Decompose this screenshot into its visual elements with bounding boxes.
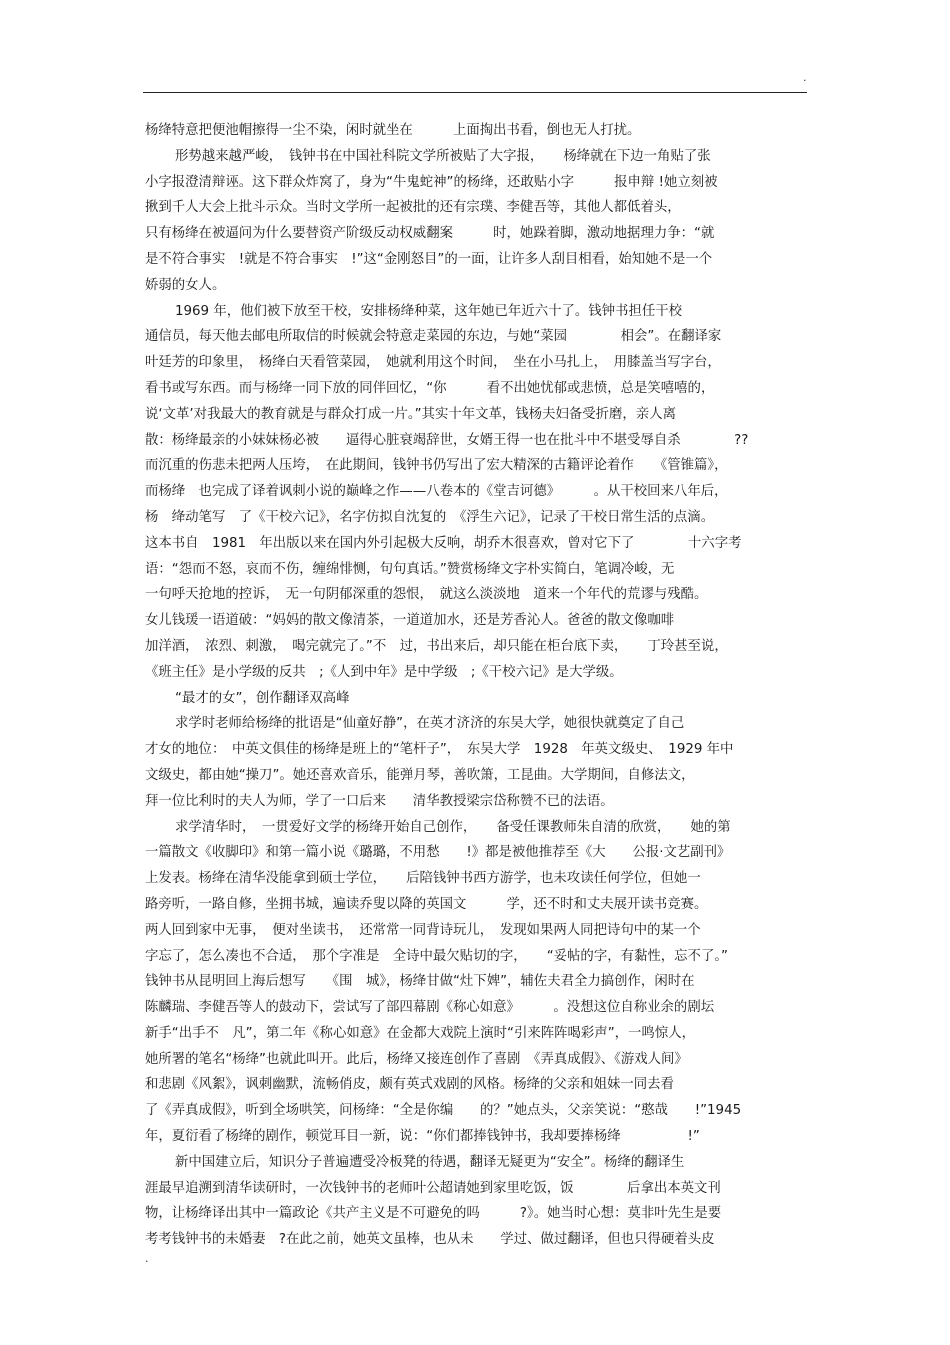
text-line: 《班主任》是小学级的反共 ;《人到中年》是中学级 ;《干校六记》是大学级。 <box>145 664 623 680</box>
text-line: 和悲剧《风絮》，讽刺幽默，流畅俏皮，颇有英式戏剧的风格。杨绛的父亲和姐妹一同去看 <box>145 1077 674 1093</box>
text-line: 拜一位比利时的夫人为师，学了一口后来 清华教授梁宗岱称赞不已的法语。 <box>145 793 614 809</box>
text-line: 说‘文革’对我最大的教育就是与群众打成一片。”其实十年文革，钱杨夫妇备受折磨，亲人离 <box>145 406 676 422</box>
text-line: 一篇散文《收脚印》和第一篇小说《璐璐，不用愁 !》都是被他推荐至《大 公报·文艺副刊》 <box>145 845 731 861</box>
text-line: 杨 绛动笔写 了《干校六记》，名字仿拟自沈复的 《浮生六记》，记录了干校日常生活的点滴。 <box>145 509 715 525</box>
text-line: 形势越来越严峻， 钱钟书在中国社科院文学所被贴了大字报， 杨绛就在下边一角贴了张 <box>175 148 711 164</box>
text-line: 求学时老师给杨绛的批语是“仙童好静”，在英才济济的东吴大学，她很快就奠定了自己 <box>175 716 685 732</box>
text-line: 只有杨绛在被逼问为什么要替资产阶级反动权威翻案 时，她跺着脚，激动地据理力争：“就 <box>145 226 715 242</box>
text-line: 物，让杨绛译出其中一篇政论《共产主义是不可避免的吗 ?》。她当时心想：莫非叶先生是要 <box>145 1206 722 1222</box>
header-rule <box>143 92 807 93</box>
text-line: 女儿钱瑗一语道破：“妈妈的散文像清茶，一道道加水，还是芳香沁人。爸爸的散文像咖啡 <box>145 613 675 629</box>
text-line: 杨绛特意把便池帽擦得一尘不染，闲时就坐在 上面掏出书看，倒也无人打扰。 <box>145 123 641 138</box>
text-line: 两人回到家中无事， 便对坐读书， 还常常一同背诗玩儿， 发现如果两人同把诗句中的某一个 <box>145 922 701 938</box>
text-line: 是不符合事实 !就是不符合事实 !”这“金刚怒目”的一面，让许多人刮目相看，始知她不是一个 <box>145 251 713 267</box>
text-line: 考考钱钟书的未婚妻 ?在此之前，她英文虽棒，也从未 学过、做过翻译，但也只得硬着头皮 <box>145 1232 715 1248</box>
text-line: 散：杨绛最亲的小妹妹杨必被 逼得心脏衰竭辞世，女婿王得一也在批斗中不堪受辱自杀 ?? <box>145 432 749 448</box>
text-line: 新中国建立后，知识分子普遍遭受冷板凳的待遇，翻译无疑更为“安全”。杨绛的翻译生 <box>175 1154 685 1170</box>
text-line: 看书或写东西。而与杨绛一同下放的同伴回忆，“你 看不出她忧郁或悲愤，总是笑嘻嘻的， <box>145 380 715 396</box>
text-line: 语：“怨而不怒，哀而不伤，缠绵悱恻，句句真话。”赞赏杨绛文字朴实简白，笔调冷峻，无 <box>145 561 675 577</box>
body-text <box>145 118 845 1253</box>
text-line: 而沉重的伤悲未把两人压垮， 在此期间，钱钟书仍写出了宏大精深的古籍评论着作 《管锥篇》， <box>145 458 728 474</box>
text-line: 涯最早追溯到清华读研时，一次钱钟书的老师叶公超请她到家里吃饭，饭 后拿出本英文刊 <box>145 1180 721 1196</box>
text-line: 路旁听，一路自修，坐拥书城，遍读乔叟以降的英国文 学，还不时和丈夫展开读书竞赛。 <box>145 896 708 912</box>
text-line: 叶廷芳的印象里， 杨绛白天看管菜园， 她就利用这个时间， 坐在小马扎上， 用膝盖当写字台， <box>145 355 721 371</box>
text-line: 求学清华时， 一贯爱好文学的杨绛开始自己创作， 备受任课教师朱自清的欣赏， 她的第 <box>175 819 731 835</box>
text-line: 娇弱的女人。 <box>145 277 226 293</box>
text-line: 一句呼天抢地的控诉， 无一句阴郁深重的怨恨， 就这么淡淡地 道来一个年代的荒谬与残酷。 <box>145 587 708 603</box>
text-line: 才女的地位： 中英文俱佳的杨绛是班上的“笔杆子”， 东吴大学 1928 年英文级史、 1929 年中 <box>145 742 734 758</box>
text-line: 通信员，每天他去邮电所取信的时候就会特意走菜园的东边，与她“菜园 相会”。在翻译家 <box>145 329 722 345</box>
text-line: 小字报澄清辩诬。这下群众炸窝了，身为“牛鬼蛇神”的杨绛，还敢贴小字 报申辩 !她立刻被 <box>145 174 718 190</box>
text-line: 揪到千人大会上批斗示众。当时文学所一起被批的还有宗璞、李健吾等，其他人都低着头， <box>145 200 681 216</box>
text-line: 而杨绛 也完成了译着讽刺小说的巅峰之作——八卷本的《堂吉诃德》 。从干校回来八年后， <box>145 484 728 500</box>
text-line: 字忘了，怎么凑也不合适， 那个字准是 全诗中最欠贴切的字， “妥帖的字，有黏性，忘不了。” <box>145 948 728 964</box>
footer-dot: . <box>145 1252 149 1265</box>
header-dot: . <box>803 71 807 84</box>
text-line: 了《弄真成假》，听到全场哄笑，问杨绛：“全是你编 的？”她点头，父亲笑说：“憨哉 !”1945 <box>145 1103 742 1119</box>
text-line: 加洋酒， 浓烈、刺激， 喝完就完了。”不 过，书出来后，却只能在柜台底下卖， 丁玲甚至说， <box>145 638 728 654</box>
text-line: 她所署的笔名“杨绛”也就此叫开。此后，杨绛又接连创作了喜剧 《弄真成假》、《游戏人间》 <box>145 1051 688 1067</box>
section-heading: “最才的女”，创作翻译双高峰 <box>175 690 350 706</box>
text-line: 钱钟书从昆明回上海后想写 《围 城》，杨绛甘做“灶下婢”，辅佐夫君全力搞创作，闲时在 <box>145 974 695 990</box>
text-line: 1969 年，他们被下放至干校，安排杨绛种菜，这年她已年近六十了。钱钟书担任干校 <box>175 303 683 319</box>
text-line: 新手“出手不 凡”，第二年《称心如意》在金都大戏院上演时“引来阵阵喝彩声”，一鸣惊人， <box>145 1025 695 1041</box>
text-line: 这本书自 1981 年出版以来在国内外引起极大反响，胡乔木很喜欢，曾对它下了 十六字考 <box>145 535 742 551</box>
text-line: 文级史，都由她“操刀”。她还喜欢音乐，能弹月琴，善吹箫，工昆曲。大学期间，自修法文， <box>145 767 695 783</box>
text-line: 上发表。杨绛在清华没能拿到硕士学位， 后陪钱钟书西方游学，也未攻读任何学位，但她一 <box>145 871 701 887</box>
text-line: 年，夏衍看了杨绛的剧作，顿觉耳目一新，说：“你们都捧钱钟书，我却要捧杨绛 !” <box>145 1129 700 1145</box>
text-line: 陈麟瑞、李健吾等人的鼓动下，尝试写了部四幕剧《称心如意》 。没想这位自称业余的剧坛 <box>145 1000 715 1016</box>
